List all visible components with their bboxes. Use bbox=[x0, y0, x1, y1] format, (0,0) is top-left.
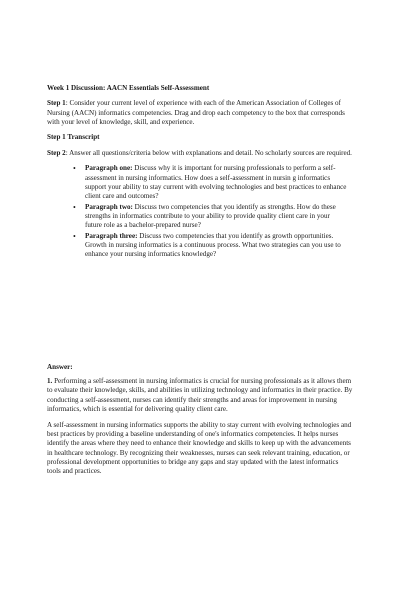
answer-heading: Answer: bbox=[47, 362, 73, 371]
answer-paragraph-2: A self-assessment in nursing informatics supports the ability to stay current with evolving technologies and best practices by providing a baseline understanding of one's informatics competencies. It helps nurses identify the areas where they need to enhance their knowledge and skills to keep up with the advancements in healthcare technology. By recognizing their weaknesses, nurses can seek relevant training, education, or professional development opportunities to bridge any gaps and stay updated with the latest informatics tools and practices. bbox=[47, 420, 352, 476]
step1-paragraph bbox=[47, 99, 353, 127]
step2-label: Step 2 bbox=[47, 148, 66, 157]
bullet-text: Discuss two competencies that you identify as strengths. How do these strengths in informatics contribute to your ability to provide quality client care in your future role as a bachelor-prepared nurse? bbox=[85, 202, 336, 230]
step1-transcript-heading: Step 1 Transcript bbox=[47, 133, 100, 142]
bullet-label: Paragraph one: bbox=[85, 164, 133, 173]
step2-paragraph bbox=[47, 149, 353, 158]
document-title: Week 1 Discussion: AACN Essentials Self-Assessment bbox=[47, 84, 210, 92]
list-item bbox=[85, 232, 353, 260]
document-page bbox=[47, 84, 353, 483]
list-item bbox=[85, 164, 353, 201]
bullet-text: Discuss why it is important for nursing professionals to perform a self-assessment in nursing informatics. How does a self-assessment in nursin g informatics support your ability to stay current with evolving technologies and best practices to enhance client care and outcomes? bbox=[85, 164, 347, 201]
answer-number: 1. bbox=[47, 377, 53, 386]
step2-text: : Answer all questions/criteria below with explanations and detail. No scholarly sources are required. bbox=[65, 148, 352, 157]
list-item bbox=[85, 203, 353, 231]
answer-paragraph-1 bbox=[47, 377, 353, 414]
step1-label: Step 1 bbox=[47, 99, 66, 108]
criteria-list bbox=[47, 164, 353, 260]
step1-text: : Consider your current level of experience with each of the American Association of Colleges of Nursing (AACN) informatics competencies. Drag and drop each competency to the box that corresponds with your level of knowledge, skill, and experience. bbox=[47, 99, 345, 127]
bullet-label: Paragraph two: bbox=[85, 202, 133, 211]
bullet-text: Discuss two competencies that you identify as growth opportunities. Growth in nursing informatics is a continuous process. What two strategies can you use to enhance your nursing informatics knowledge? bbox=[85, 231, 341, 259]
answer-text: Performing a self-assessment in nursing informatics is crucial for nursing professionals as it allows them to evaluate their knowledge, skills, and abilities in utilizing technology and informatics in their practice. By conducting a self-assessment, nurses can identify their strengths and areas for improvement in nursing informatics, which is essential for delivering quality client care. bbox=[47, 377, 353, 414]
blank-space bbox=[47, 261, 353, 363]
bullet-label: Paragraph three: bbox=[85, 231, 138, 240]
